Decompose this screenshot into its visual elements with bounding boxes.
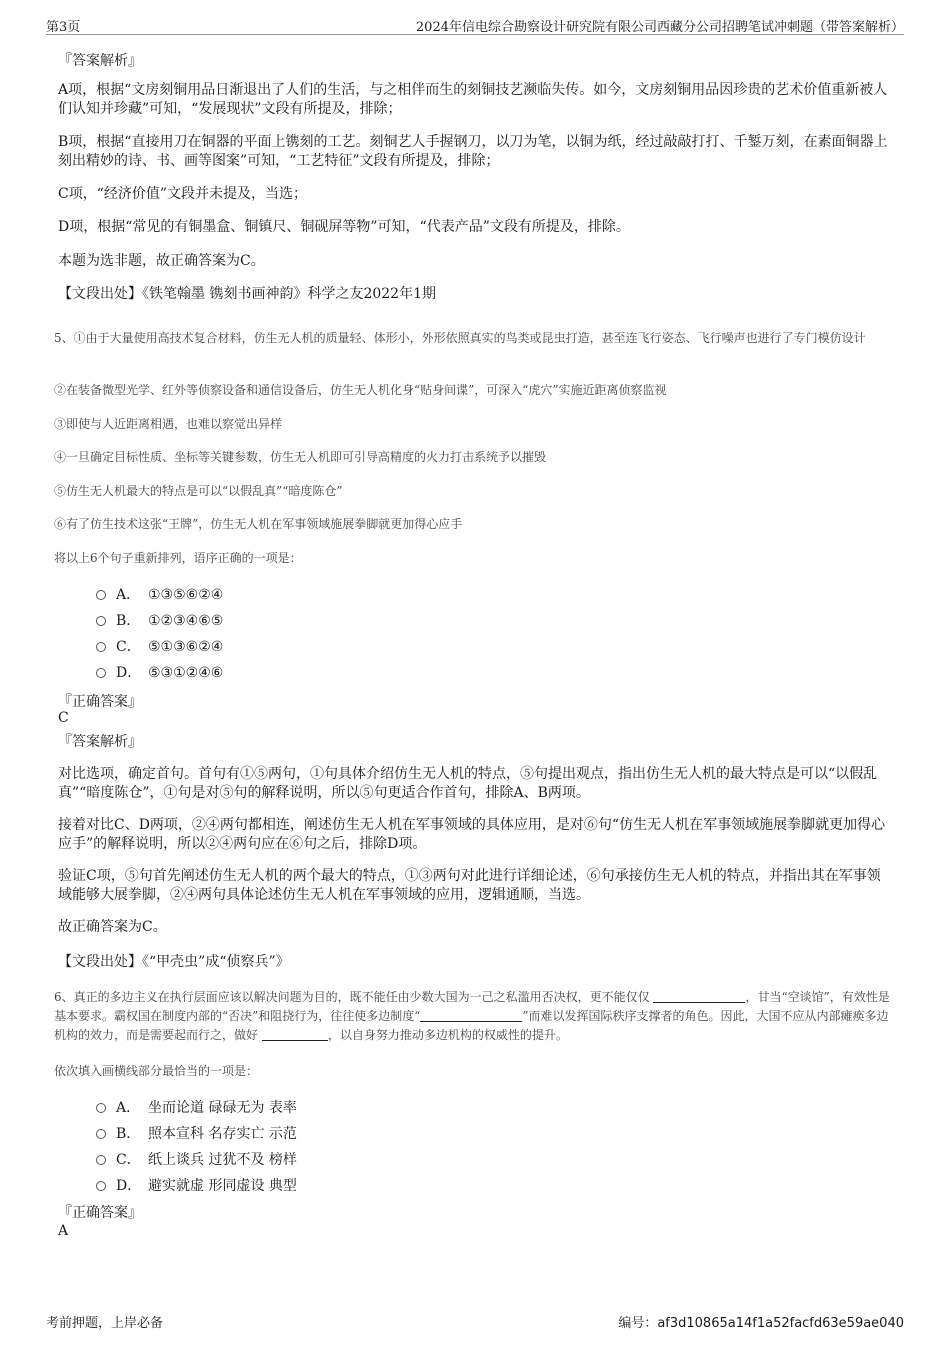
q4-analysis-heading: 『答案解析』 — [58, 53, 142, 69]
footer-code: 编号：af3d10865a14f1a52facfd63e59ae040 — [618, 1316, 904, 1331]
q5-option-b[interactable]: B． ①②③④⑥⑤ — [96, 610, 223, 630]
q5-sentence-3: ③即使与人近距离相遇，也难以察觉出异样 — [54, 417, 283, 431]
q6-prompt: 依次填入画横线部分最恰当的一项是： — [54, 1064, 259, 1078]
blank-3 — [262, 1026, 328, 1041]
radio-icon[interactable] — [96, 1103, 106, 1113]
q5-analysis-2: 接着对比C、D两项，②④两句都相连，阐述仿生无人机在军事领域的具体应用，是对⑥句“仿生无人机在军事领域施展拳脚就更加得心应手”的解释说明，所以②④两句应在⑥句之后，排除D项。 — [58, 817, 886, 852]
q4-analysis-b: B项，根据“直接用刀在铜器的平面上镌刻的工艺。刻铜艺人手握钢刀，以刀为笔，以铜为纸，经过敲敲打打、千錾万刻，在素面铜器上刻出精妙的诗、书、画等图案”可知，“工艺特征”文段有所提及，排除； — [58, 134, 888, 169]
q5-sentence-4: ④一旦确定目标性质、坐标等关键参数，仿生无人机即可引导高精度的火力打击系统予以摧毁 — [54, 450, 547, 464]
radio-icon[interactable] — [96, 590, 106, 600]
q5-analysis-heading: 『答案解析』 — [58, 734, 142, 750]
radio-icon[interactable] — [96, 668, 106, 678]
footer-slogan: 考前押题，上岸必备 — [46, 1316, 164, 1331]
q6-option-a[interactable]: A． 坐而论道 碌碌无为 表率 — [96, 1097, 297, 1117]
q5-sentence-1: 5、①由于大量使用高技术复合材料，仿生无人机的质量轻、体形小，外形依照真实的鸟类或昆虫打造，甚至连飞行姿态、飞行噪声也进行了专门模仿设计 — [54, 331, 866, 345]
q6-option-d[interactable]: D． 避实就虚 形同虚设 典型 — [96, 1175, 297, 1195]
q5-option-d[interactable]: D． ⑤③①②④⑥ — [96, 662, 223, 682]
q5-option-a[interactable]: A． ①③⑤⑥②④ — [96, 584, 223, 604]
q5-prompt: 将以上6个句子重新排列，语序正确的一项是： — [54, 551, 302, 565]
q6-option-b[interactable]: B． 照本宣科 名存实亡 示范 — [96, 1123, 297, 1143]
q4-analysis-c: C项，“经济价值”文段并未提及，当选； — [58, 186, 308, 202]
q5-correct-heading: 『正确答案』 — [58, 694, 142, 710]
page-number: 第3页 — [46, 20, 81, 35]
blank-2 — [420, 1007, 522, 1022]
q6-correct-answer: A — [58, 1223, 69, 1239]
document-title: 2024年信电综合勘察设计研究院有限公司西藏分公司招聘笔试冲刺题（带答案解析） — [415, 20, 904, 35]
radio-icon[interactable] — [96, 1129, 106, 1139]
q6-correct-heading: 『正确答案』 — [58, 1205, 142, 1221]
q5-source: 【文段出处】《“甲壳虫”成“侦察兵”》 — [58, 954, 290, 970]
q5-sentence-6: ⑥有了仿生技术这张“王牌”，仿生无人机在军事领域施展拳脚就更加得心应手 — [54, 517, 463, 531]
q4-analysis-d: D项，根据“常见的有铜墨盒、铜镇尺、铜砚屏等物”可知，“代表产品”文段有所提及，排除。 — [58, 219, 630, 235]
blank-1 — [653, 988, 745, 1003]
q5-option-c[interactable]: C． ⑤①③⑥②④ — [96, 636, 223, 656]
page-header — [46, 14, 904, 35]
q5-analysis-3: 验证C项，⑤句首先阐述仿生无人机的两个最大的特点，①③两句对此进行详细论述，⑥句承接仿生无人机的特点，并指出其在军事领域能够大展拳脚，②④两句具体论述仿生无人机在军事领域的应用，逻辑通顺，当选。 — [58, 868, 881, 903]
q5-sentence-5: ⑤仿生无人机最大的特点是可以“以假乱真”“暗度陈仓” — [54, 484, 343, 498]
q4-conclusion: 本题为选非题，故正确答案为C。 — [58, 253, 265, 269]
q5-analysis-1: 对比选项，确定首句。首句有①⑤两句，①句具体介绍仿生无人机的特点，⑤句提出观点，指出仿生无人机的最大特点是可以“以假乱真”“暗度陈仓”，①句是对⑤句的解释说明，所以⑤句更适合作首句，排除A、B两项。 — [58, 766, 878, 801]
q6-option-c[interactable]: C． 纸上谈兵 过犹不及 榜样 — [96, 1149, 297, 1169]
radio-icon[interactable] — [96, 616, 106, 626]
q4-analysis-a: A项，根据“文房刻铜用品日渐退出了人们的生活，与之相伴而生的刻铜技艺濒临失传。如今，文房刻铜用品因珍贵的艺术价值重新被人们认知并珍藏”可知，“发展现状”文段有所提及，排除； — [58, 82, 888, 117]
radio-icon[interactable] — [96, 1155, 106, 1165]
q4-source: 【文段出处】《铁笔翰墨 镌刻书画神韵》科学之友2022年1期 — [58, 286, 436, 302]
radio-icon[interactable] — [96, 642, 106, 652]
q5-correct-answer: C — [58, 710, 69, 726]
radio-icon[interactable] — [96, 1181, 106, 1191]
q6-question-text: 6、真正的多边主义在执行层面应该以解决问题为目的，既不能任由少数大国为一己之私滥用否决权，更不能仅仅 ，甘当“空谈馆”，有效性是基本要求。霸权国在制度内部的“否决”和阻挠行为，往往使多边制度“ ”而难以发挥国际秩序支撑者的角色。因此，大国不应从内部瘫痪多边机构的效力，而是需要起而行之，做好 ，以自身努力推动多边机构的权威性的提升。 — [54, 990, 890, 1042]
q5-sentence-2: ②在装备微型光学、红外等侦察设备和通信设备后，仿生无人机化身“贴身间谍”，可深入“虎穴”实施近距离侦察监视 — [54, 383, 667, 397]
q5-conclusion: 故正确答案为C。 — [58, 919, 167, 935]
